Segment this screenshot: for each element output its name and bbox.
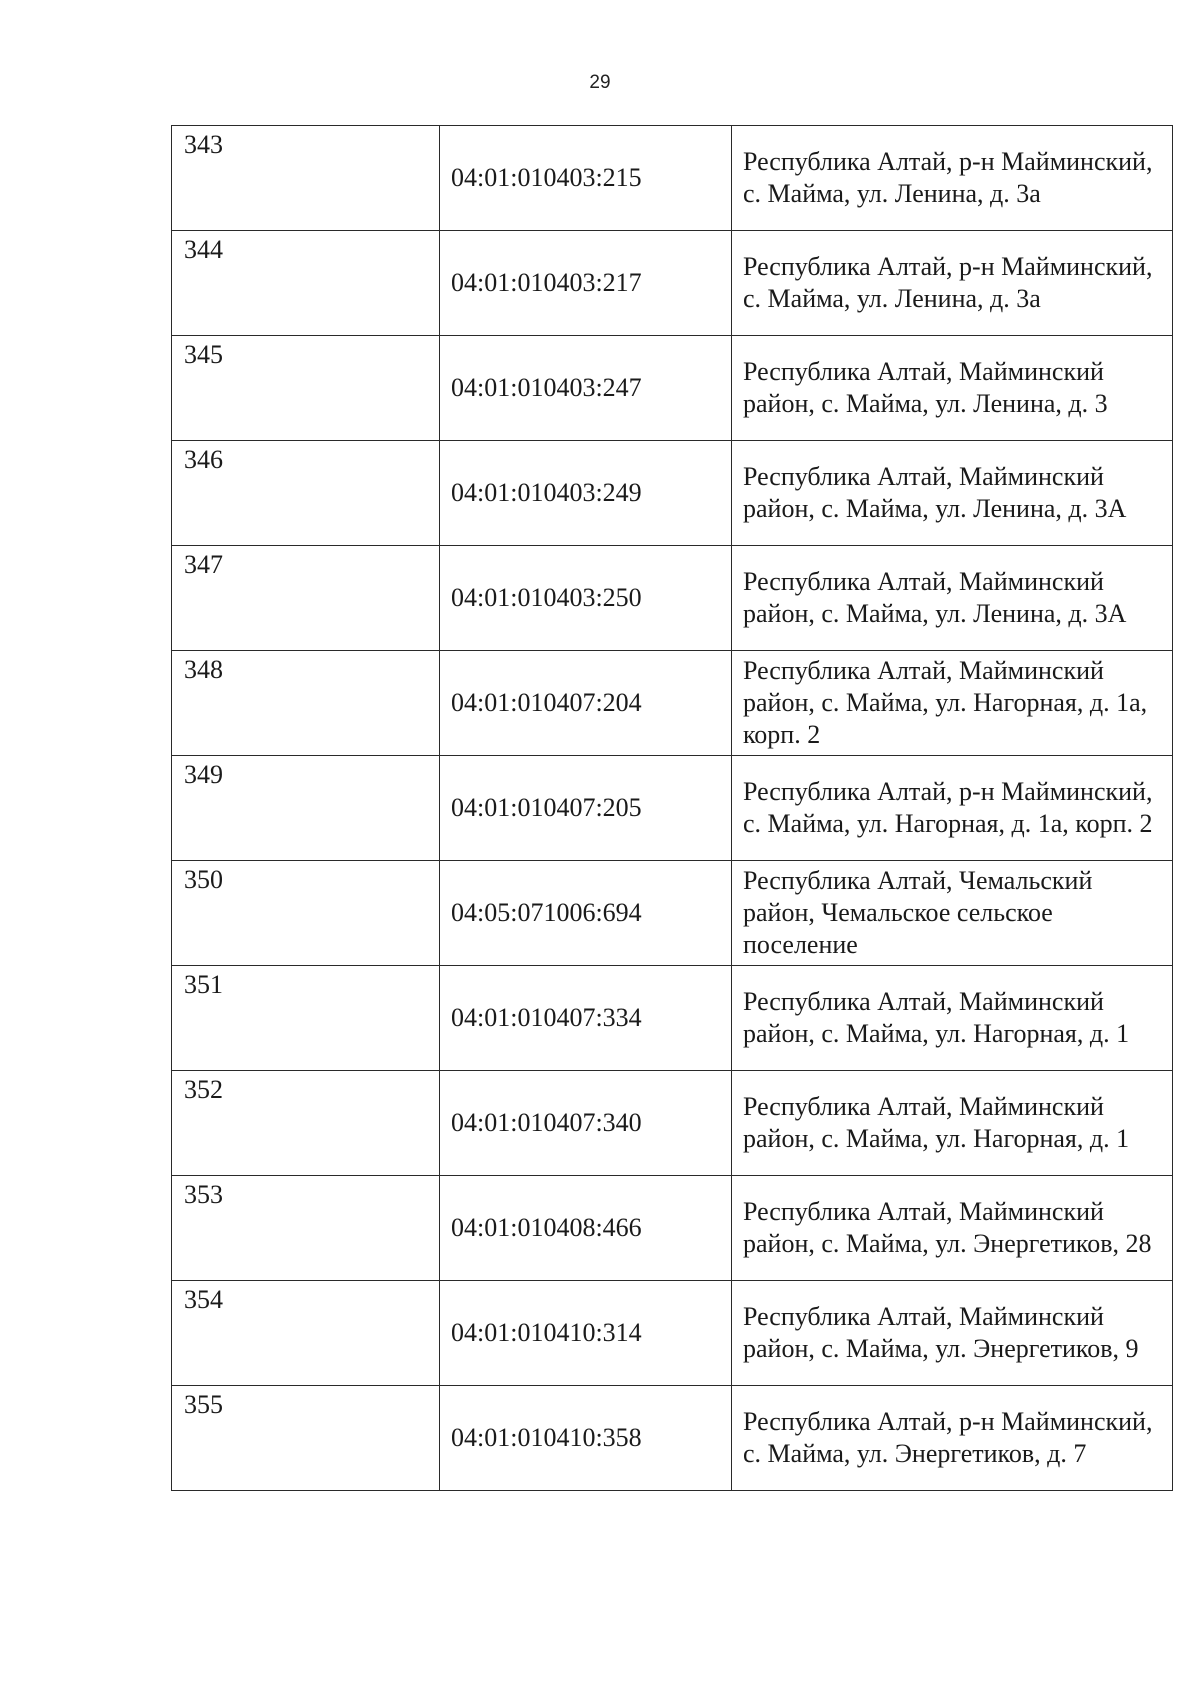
- cadastral-number: 04:01:010407:334: [440, 966, 732, 1071]
- cadastral-number: 04:05:071006:694: [440, 861, 732, 966]
- address: Республика Алтай, р-н Майминский, с. Майма, ул. Энергетиков, д. 7: [732, 1386, 1173, 1491]
- row-number-cell: [172, 861, 440, 966]
- address: Республика Алтай, Майминский район, с. Майма, ул. Нагорная, д. 1: [732, 966, 1173, 1071]
- table-row: [172, 1176, 1173, 1281]
- row-number: 354: [184, 1285, 223, 1314]
- table-row: [172, 1071, 1173, 1176]
- page-number: 29: [589, 72, 611, 93]
- address: Республика Алтай, Майминский район, с. Майма, ул. Энергетиков, 28: [732, 1176, 1173, 1281]
- row-number-cell: [172, 1071, 440, 1176]
- row-number-cell: [172, 441, 440, 546]
- table-row: [172, 966, 1173, 1071]
- row-number: 346: [184, 445, 223, 474]
- row-number-cell: [172, 1281, 440, 1386]
- cadastral-number: 04:01:010403:247: [440, 336, 732, 441]
- row-number-cell: [172, 546, 440, 651]
- table-row: [172, 1281, 1173, 1386]
- cadastral-number: 04:01:010403:250: [440, 546, 732, 651]
- row-number: 343: [184, 130, 223, 159]
- address: Республика Алтай, Чемальский район, Чемальское сельское поселение: [732, 861, 1173, 966]
- row-number: 351: [184, 970, 223, 999]
- row-number: 353: [184, 1180, 223, 1209]
- cadastral-number: 04:01:010403:249: [440, 441, 732, 546]
- row-number-cell: [172, 1386, 440, 1491]
- row-number-cell: [172, 336, 440, 441]
- row-number: 344: [184, 235, 223, 264]
- cadastral-number: 04:01:010403:215: [440, 126, 732, 231]
- table-row: [172, 441, 1173, 546]
- row-number: 349: [184, 760, 223, 789]
- table-row: [172, 1386, 1173, 1491]
- table-row: [172, 336, 1173, 441]
- cadastral-number: 04:01:010407:340: [440, 1071, 732, 1176]
- address: Республика Алтай, Майминский район, с. Майма, ул. Нагорная, д. 1: [732, 1071, 1173, 1176]
- row-number: 348: [184, 655, 223, 684]
- cadastral-number: 04:01:010410:314: [440, 1281, 732, 1386]
- row-number-cell: [172, 756, 440, 861]
- cadastral-number: 04:01:010407:204: [440, 651, 732, 756]
- address: Республика Алтай, Майминский район, с. Майма, ул. Энергетиков, 9: [732, 1281, 1173, 1386]
- table-row: [172, 756, 1173, 861]
- table-row: [172, 546, 1173, 651]
- row-number: 347: [184, 550, 223, 579]
- address: Республика Алтай, Майминский район, с. Майма, ул. Ленина, д. 3А: [732, 441, 1173, 546]
- row-number: 350: [184, 865, 223, 894]
- row-number: 345: [184, 340, 223, 369]
- row-number-cell: [172, 231, 440, 336]
- address: Республика Алтай, Майминский район, с. Майма, ул. Ленина, д. 3: [732, 336, 1173, 441]
- cadastral-number: 04:01:010407:205: [440, 756, 732, 861]
- row-number-cell: [172, 126, 440, 231]
- row-number: 352: [184, 1075, 223, 1104]
- cadastral-number: 04:01:010410:358: [440, 1386, 732, 1491]
- registry-table: [171, 125, 1173, 1491]
- address: Республика Алтай, р-н Майминский, с. Майма, ул. Ленина, д. 3а: [732, 126, 1173, 231]
- row-number: 355: [184, 1390, 223, 1419]
- row-number-cell: [172, 966, 440, 1071]
- row-number-cell: [172, 1176, 440, 1281]
- address: Республика Алтай, Майминский район, с. Майма, ул. Нагорная, д. 1а, корп. 2: [732, 651, 1173, 756]
- address: Республика Алтай, р-н Майминский, с. Майма, ул. Нагорная, д. 1а, корп. 2: [732, 756, 1173, 861]
- address: Республика Алтай, р-н Майминский, с. Майма, ул. Ленина, д. 3а: [732, 231, 1173, 336]
- table-row: [172, 126, 1173, 231]
- row-number-cell: [172, 651, 440, 756]
- registry-table-body: [172, 126, 1173, 1491]
- table-row: [172, 861, 1173, 966]
- cadastral-number: 04:01:010408:466: [440, 1176, 732, 1281]
- table-row: [172, 651, 1173, 756]
- address: Республика Алтай, Майминский район, с. Майма, ул. Ленина, д. 3А: [732, 546, 1173, 651]
- cadastral-number: 04:01:010403:217: [440, 231, 732, 336]
- table-row: [172, 231, 1173, 336]
